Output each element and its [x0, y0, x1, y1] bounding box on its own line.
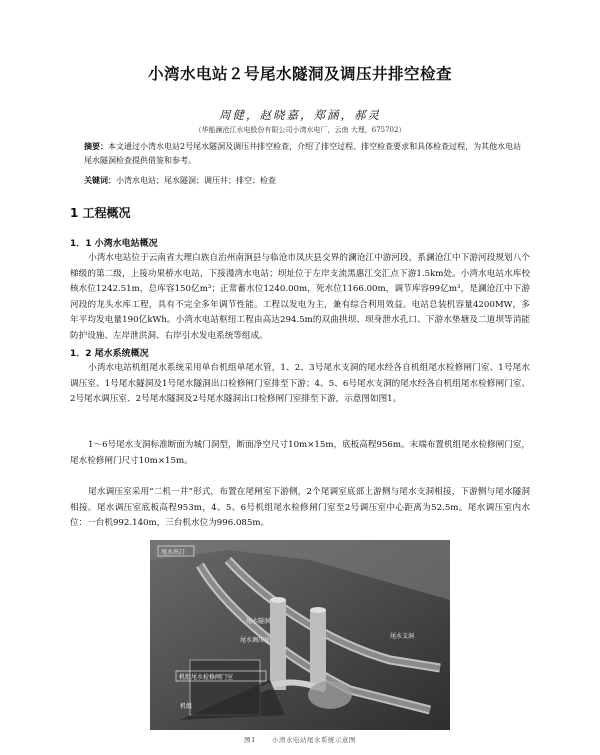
paper-title: 小湾水电站２号尾水隧洞及调压井排空检查: [147, 65, 452, 83]
figure-caption: [0, 735, 600, 744]
keywords-label: 关键词：: [84, 176, 116, 185]
paragraph-text: 尾水调压室采用“二机一井”形式，布置在尾闸室下游侧，2个尾调室底部上游侧与尾水支洞相接，下游侧与尾水隧洞相接。尾水调压室底板高程953m，4、5、6号机组尾水检修闸门室至2号调压室中心距离为52.5m。尾水调压室内水位：一台机992.140m，三台机水位为996.085m。: [70, 487, 530, 528]
label-unit: 机组: [180, 703, 193, 710]
label-tunnel-mid: 尾水隧洞: [246, 618, 271, 625]
tailrace-schematic-image: [150, 540, 450, 730]
label-tunnel-right: 尾水支洞: [390, 633, 415, 640]
keywords-text: 小湾水电站；尾水隧洞；调压井；排空；检查: [116, 176, 276, 185]
abstract: [84, 140, 524, 167]
abstract-text: 本文通过小湾水电站2号尾水隧洞及调压井排空检查，介绍了排空过程、排空检查要求和具体检查过程，为其他水电站尾水隧洞检查提供借鉴和参考。: [84, 142, 522, 165]
caption-number: 图1: [244, 736, 256, 744]
paragraph-tailrace-3: [70, 485, 530, 532]
paragraph-text: 1～6号尾水支洞标准断面为城门洞型，断面净空尺寸10m×15m，底板高程956m。末端布置机组尾水检修闸门室，尾水检修闸门尺寸10m×15m。: [70, 440, 530, 466]
keywords: [84, 175, 524, 187]
label-surge-chamber: 尾水调压室: [240, 637, 271, 644]
label-outlet: 尾水出口: [161, 549, 186, 556]
paragraph-text: 小湾水电站机组尾水系统采用单台机组单尾水管，1、2、3号尾水支洞的尾水经各自机组尾水检修闸门室、1号尾水调压室、1号尾水隧洞及1号尾水隧洞出口检修闸门室排至下游；4、5、6号尾水支洞的尾水经各自机组尾水检修闸门室、2号尾水调压室、2号尾水隧洞及2号尾水隧洞出口检修闸门室排至下游，示意图如图1。: [70, 363, 530, 404]
abstract-label: 摘要：: [84, 142, 108, 151]
paper-affiliation: （华能澜沧江水电股份有限公司小湾水电厂，云南 大理，675702）: [194, 126, 406, 134]
paragraph-tailrace-2: [70, 438, 530, 469]
subsection-heading-2: 1．2 尾水系统概况: [70, 349, 149, 359]
paragraph-tailrace-1: [70, 361, 530, 408]
caption-text: 小湾水电站尾水系统示意图: [271, 736, 356, 744]
paper-authors: 周健，赵晓嘉，郑涵，郝灵: [219, 108, 381, 122]
paragraph-text: 小湾水电站位于云南省大理白族自治州南涧县与临沧市凤庆县交界的澜沧江中游河段，系澜沧江中下游河段规划八个梯级的第二级，上接功果桥水电站，下接漫湾水电站；坝址位于左岸支流黑惠江交汇点下游1.5km处。小湾水电站水库校核水位1242.51m，总库容150亿m³；正常蓄水位1240.00m，死水位1166.00m，调节库容99亿m³，是澜沧江中下游河段的龙头水库工程，具有不完全多年调节性能。工程以发电为主，兼有综合利用效益。电站总装机容量4200MW，多年平均发电量190亿kWh。小湾水电站枢纽工程由高达294.5m的双曲拱坝、坝身泄水孔口、下游水垫塘及二道坝等消能防护设施、左岸泄洪洞、右岸引水发电系统等组成。: [70, 253, 530, 341]
section-heading: 1 工程概况: [70, 206, 131, 220]
label-gate-room: 机组尾水检修闸门室: [179, 674, 234, 681]
figure-tailrace-diagram: [150, 540, 450, 730]
subsection-heading-1: 1．1 小湾水电站概况: [70, 239, 158, 249]
paragraph-overview: [70, 251, 530, 344]
